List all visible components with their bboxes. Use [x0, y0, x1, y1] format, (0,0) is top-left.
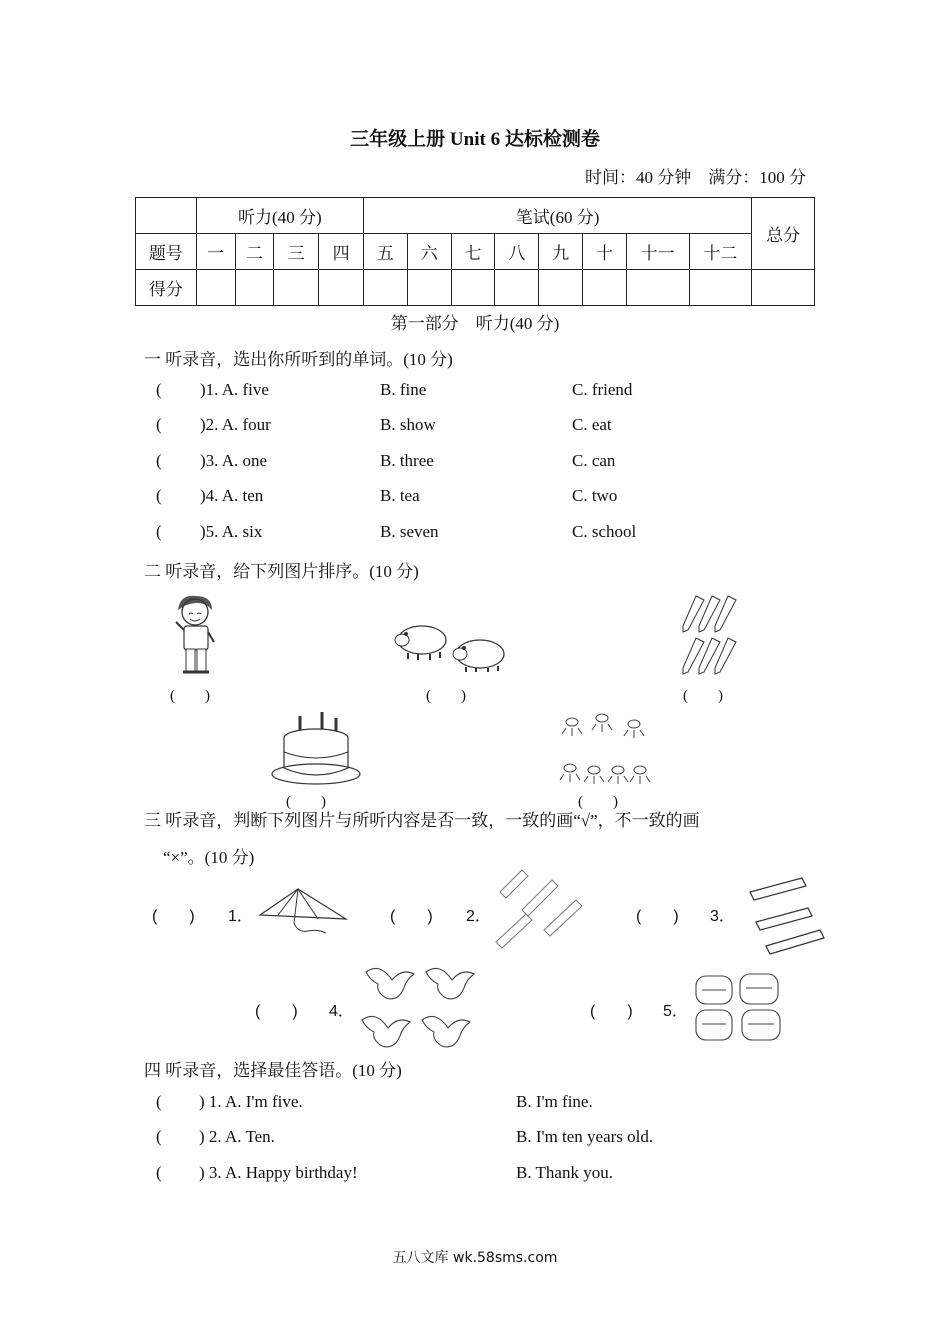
table-cell: 十一: [626, 234, 689, 270]
section1-title: 一 听录音，选出你所听到的单词。(10 分): [144, 350, 453, 369]
score-cell[interactable]: [319, 270, 364, 306]
pigs-image: [392, 620, 514, 672]
table-cell: 八: [495, 234, 539, 270]
s2-blank-1[interactable]: ( ): [170, 688, 210, 704]
s1-q3-c: C. can: [572, 451, 616, 470]
section3-title-line1: 三 听录音，判断下列图片与所听内容是否一致，一致的画“√”，不一致的画: [144, 811, 700, 830]
s3-paren-2[interactable]: ( ): [390, 908, 433, 925]
score-cell[interactable]: [626, 270, 689, 306]
score-cell[interactable]: [583, 270, 627, 306]
s1-q4-b: B. tea: [380, 486, 420, 505]
crayons-image: [746, 870, 832, 952]
table-cell: 三: [274, 234, 319, 270]
score-cell[interactable]: [689, 270, 752, 306]
s3-num-5: 5．: [663, 1003, 688, 1020]
pencils-image: [682, 592, 740, 680]
table-cell: 七: [451, 234, 495, 270]
s3-paren-1[interactable]: ( ): [152, 908, 195, 925]
score-row: [136, 270, 815, 306]
open-paren: (: [156, 486, 162, 505]
s1-q2-b: B. show: [380, 415, 436, 434]
birds-image: [360, 958, 488, 1054]
s3-paren-3[interactable]: ( ): [636, 908, 679, 925]
s4-q2-a: ) 2. A. Ten.: [199, 1127, 275, 1146]
rulers-image: [494, 868, 590, 954]
score-cell[interactable]: [235, 270, 274, 306]
kite-image: [258, 885, 350, 937]
s3-num-4: 4．: [329, 1003, 354, 1020]
number-row: [136, 234, 815, 270]
s4-q3-a: ) 3. A. Happy birthday!: [199, 1163, 358, 1182]
s2-blank-3[interactable]: ( ): [683, 688, 723, 704]
score-cell[interactable]: [539, 270, 583, 306]
score-table: [135, 197, 815, 306]
s1-q4-a: )4. A. ten: [200, 486, 264, 505]
s1-q2-c: C. eat: [572, 415, 612, 434]
score-cell[interactable]: [196, 270, 235, 306]
open-paren: (: [156, 1163, 162, 1182]
ants-image: [560, 708, 652, 792]
open-paren: (: [156, 451, 162, 470]
table-cell: 十二: [689, 234, 752, 270]
score-cell[interactable]: [407, 270, 451, 306]
s1-q3-b: B. three: [380, 451, 434, 470]
cake-image: [270, 708, 362, 790]
s2-blank-5[interactable]: ( ): [578, 794, 618, 810]
table-corner: [136, 198, 197, 234]
score-cell[interactable]: [451, 270, 495, 306]
table-cell: 五: [363, 234, 407, 270]
open-paren: (: [156, 380, 162, 399]
s1-q1-a: )1. A. five: [200, 380, 269, 399]
part-title: 第一部分 听力(40 分): [390, 314, 560, 333]
listening-header: 听力(40 分): [196, 198, 363, 234]
section3-title-line2: “×”。(10 分): [163, 848, 255, 867]
table-cell: 二: [235, 234, 274, 270]
s1-q3-a: )3. A. one: [200, 451, 268, 470]
open-paren: (: [156, 1127, 162, 1146]
s1-q2-a: )2. A. four: [200, 415, 271, 434]
s4-q1-a: ) 1. A. I'm five.: [199, 1092, 303, 1111]
footer: 五八文库 wk.58sms.com: [392, 1250, 558, 1266]
s3-num-1: 1．: [228, 908, 253, 925]
open-paren: (: [156, 415, 162, 434]
table-cell: 十: [583, 234, 627, 270]
open-paren: (: [156, 522, 162, 541]
open-paren: (: [156, 1092, 162, 1111]
s1-q5-b: B. seven: [380, 522, 439, 541]
table-cell: 六: [407, 234, 451, 270]
s3-num-3: 3．: [710, 908, 735, 925]
table-cell: 一: [196, 234, 235, 270]
total-header: 总分: [752, 198, 815, 270]
s2-blank-4[interactable]: ( ): [286, 794, 326, 810]
s4-q2-b: B. I'm ten years old.: [516, 1127, 654, 1146]
table-cell: 四: [319, 234, 364, 270]
section2-title: 二 听录音，给下列图片排序。(10 分): [144, 562, 419, 581]
page-title: 三年级上册 Unit 6 达标检测卷: [350, 129, 600, 150]
s1-q5-c: C. school: [572, 522, 637, 541]
table-cell: 九: [539, 234, 583, 270]
score-cell[interactable]: [495, 270, 539, 306]
s4-q3-b: B. Thank you.: [516, 1163, 613, 1182]
score-cell[interactable]: [363, 270, 407, 306]
s3-paren-4[interactable]: ( ): [255, 1003, 298, 1020]
time-info: 时间：40 分钟 满分：100 分: [585, 168, 806, 187]
backpacks-image: [692, 968, 784, 1046]
section4-title: 四 听录音，选择最佳答语。(10 分): [144, 1061, 402, 1080]
s1-q1-c: C. friend: [572, 380, 633, 399]
writing-header: 笔试(60 分): [363, 198, 751, 234]
score-cell[interactable]: [274, 270, 319, 306]
s2-blank-2[interactable]: ( ): [426, 688, 466, 704]
s4-q1-b: B. I'm fine.: [516, 1092, 593, 1111]
s3-num-2: 2．: [466, 908, 491, 925]
boy-image: [168, 592, 222, 680]
s3-paren-5[interactable]: ( ): [590, 1003, 633, 1020]
s1-q5-a: )5. A. six: [200, 522, 263, 541]
s1-q4-c: C. two: [572, 486, 618, 505]
number-label: 题号: [136, 234, 197, 270]
score-label: 得分: [136, 270, 197, 306]
s1-q1-b: B. fine: [380, 380, 427, 399]
total-score-cell[interactable]: [752, 270, 815, 306]
